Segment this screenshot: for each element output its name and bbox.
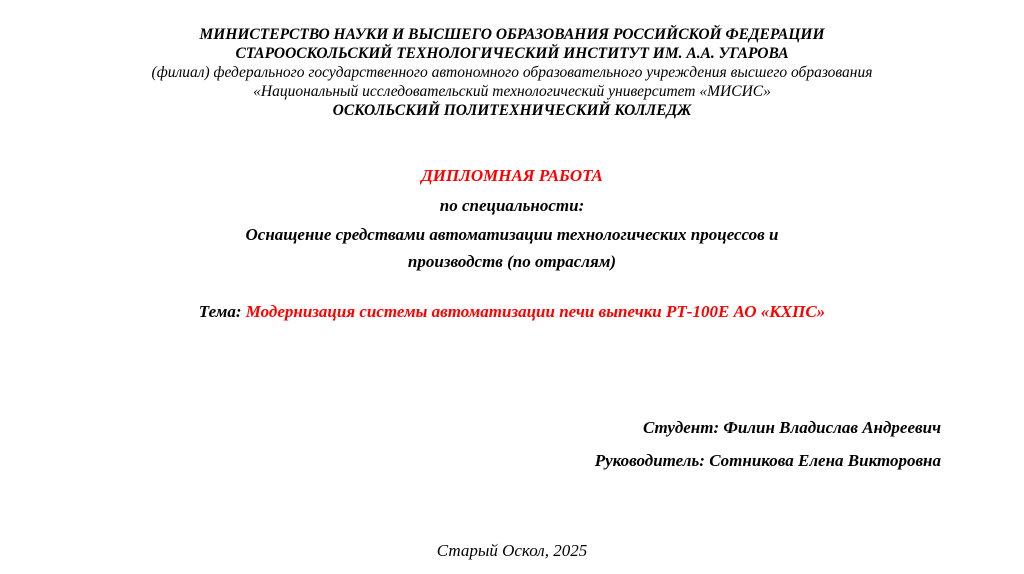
specialty-line-1: Оснащение средствами автоматизации технологических процессов и [245, 225, 779, 244]
specialty-line-2: производств (по отраслям) [407, 252, 617, 271]
work-type: ДИПЛОМНАЯ РАБОТА [421, 166, 603, 185]
university-line: «Национальный исследовательский технологический университет «МИСИС» [253, 83, 771, 100]
student-name: Студент: Филин Владислав Андреевич [642, 418, 941, 437]
topic-label: Тема: [198, 302, 242, 321]
topic-value: Модернизация системы автоматизации печи выпечки РТ-100Е АО «КХПС» [245, 302, 826, 321]
branch-line: (филиал) федерального государственного автономного образовательного учреждения высшего образования [151, 64, 873, 81]
institute-line: СТАРООСКОЛЬСКИЙ ТЕХНОЛОГИЧЕСКИЙ ИНСТИТУТ ИМ. А.А. УГАРОВА [235, 45, 789, 62]
college-line: ОСКОЛЬСКИЙ ПОЛИТЕХНИЧЕСКИЙ КОЛЛЕДЖ [332, 102, 692, 119]
specialty-label: по специальности: [439, 196, 585, 215]
ministry-line: МИНИСТЕРСТВО НАУКИ И ВЫСШЕГО ОБРАЗОВАНИЯ РОССИЙСКОЙ ФЕДЕРАЦИИ [199, 26, 825, 43]
supervisor-name: Руководитель: Сотникова Елена Викторовна [594, 451, 941, 470]
city-year: Старый Оскол, 2025 [436, 541, 588, 560]
topic-line [0, 302, 1024, 322]
